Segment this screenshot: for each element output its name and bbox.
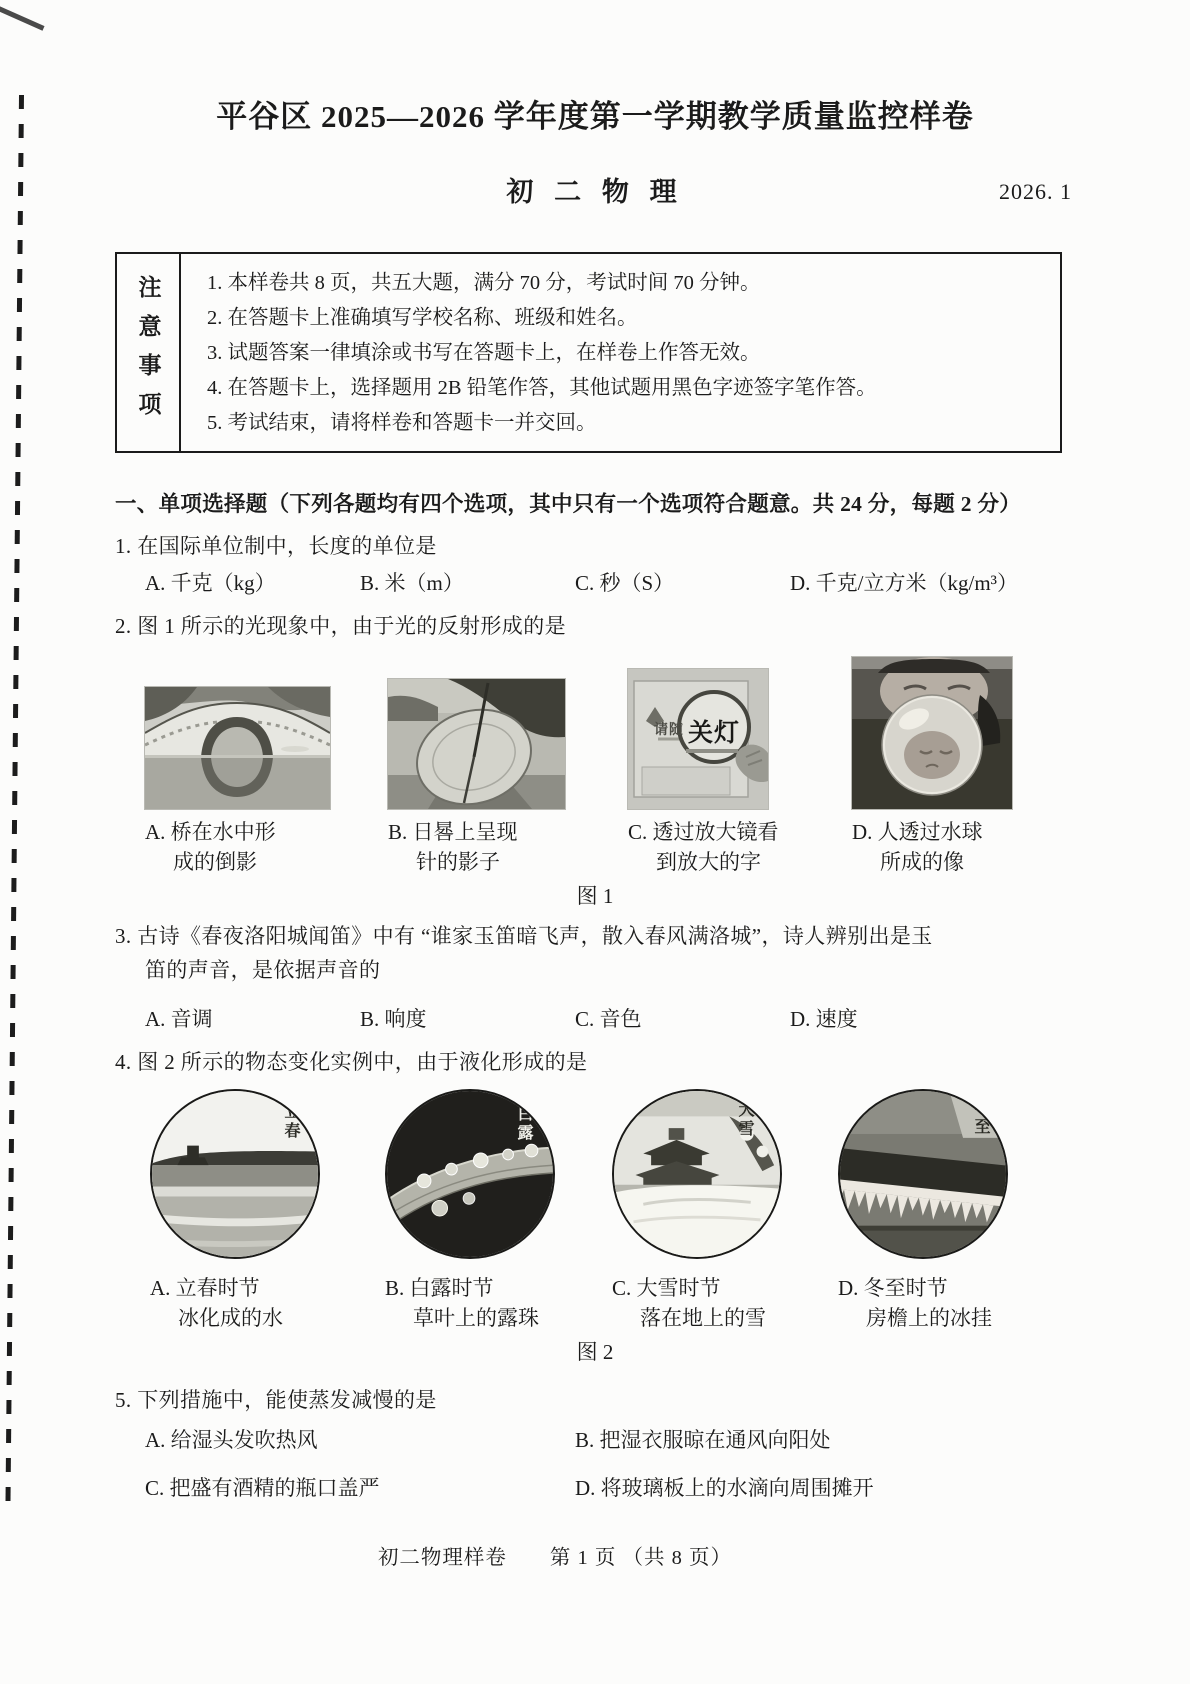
q1-option-a: A. 千克（kg）: [145, 571, 276, 595]
q3-option-d: D. 速度: [790, 1007, 858, 1031]
q4-caption-d-line2: 房檐上的冰挂: [866, 1306, 992, 1330]
q3-option-a: A. 音调: [145, 1007, 213, 1031]
dongzhi-photo-text: 冬至: [972, 1099, 989, 1137]
bridge-reflection-image: [145, 687, 330, 809]
notice-item-4: 4. 在答题卡上，选择题用 2B 铅笔作答，其他试题用黑色字迹签字笔作答。: [207, 377, 877, 399]
notice-item-1: 1. 本样卷共 8 页，共五大题，满分 70 分，考试时间 70 分钟。: [207, 272, 761, 294]
subtitle-row: [0, 172, 1190, 212]
magnifier-image: [628, 669, 768, 809]
q2-caption-b-line1: B. 日晷上呈现: [388, 820, 518, 844]
q2-caption-a-line2: 成的倒影: [173, 850, 257, 874]
q2-caption-d-line1: D. 人透过水球: [852, 820, 983, 844]
question-3-options: [145, 1001, 1190, 1037]
q3-line1: 3. 古诗《春夜洛阳城闻笛》中有 “谁家玉笛暗飞声，散入春风满洛城”，诗人辨别出是玉: [115, 924, 933, 948]
question-3-text: [115, 919, 1075, 987]
notice-box: [115, 252, 1062, 453]
q5-option-d: D. 将玻璃板上的水滴向周围摊开: [575, 1476, 874, 1500]
q2-caption-d-line2: 所成的像: [880, 850, 964, 874]
photo-bridge-reflection: [145, 687, 330, 809]
figure-2-captions: [150, 1273, 1190, 1333]
q1-option-d: D. 千克/立方米（kg/m³）: [790, 571, 1018, 595]
figure-1-captions: [145, 817, 1190, 877]
q4-caption-b: [385, 1273, 555, 1333]
section1-heading-label: 一、单项选择题: [115, 492, 268, 516]
q2-caption-a: [145, 817, 330, 877]
sign-partial-text: 请随: [654, 723, 684, 738]
question-5-text: 5. 下列措施中，能使蒸发减慢的是: [115, 1388, 437, 1412]
q2-caption-c-line2: 到放大的字: [656, 850, 761, 874]
photo-magnifier-sign: [628, 669, 768, 809]
q1-option-b: B. 米（m）: [360, 571, 464, 595]
lichun-photo-text: 立春: [282, 1103, 299, 1141]
notice-item-5: 5. 考试结束，请将样卷和答题卡一并交回。: [207, 412, 597, 434]
question-4-text: 4. 图 2 所示的物态变化实例中，由于液化形成的是: [115, 1050, 588, 1074]
q2-caption-b: [388, 817, 565, 877]
q4-caption-d: [838, 1273, 1008, 1333]
photo-lichun-ice-water: [150, 1089, 320, 1259]
q3-option-b: B. 响度: [360, 1007, 427, 1031]
page-footer: 初二物理样卷 第 1 页 （共 8 页）: [377, 1547, 733, 1569]
q4-caption-a-line2: 冰化成的水: [178, 1306, 283, 1330]
section1-heading-note: （下列各题均有四个选项，其中只有一个选项符合题意。共 24 分，每题 2 分）: [267, 492, 1022, 516]
question-2-text: 2. 图 1 所示的光现象中，由于光的反射形成的是: [115, 614, 566, 638]
figure-1-photo-row: [145, 657, 1190, 809]
figure-2-label: 图 2: [576, 1340, 614, 1364]
figure-1-label: 图 1: [576, 884, 614, 908]
q1-option-c: C. 秒（S）: [575, 571, 675, 595]
q2-caption-c-line1: C. 透过放大镜看: [628, 820, 779, 844]
photo-sundial: [388, 679, 565, 809]
q2-caption-b-line2: 针的影子: [416, 850, 500, 874]
section1-heading: [115, 487, 1190, 521]
photo-daxue-snow: [612, 1089, 782, 1259]
q3-option-c: C. 音色: [575, 1007, 642, 1031]
q4-caption-d-line1: D. 冬至时节: [838, 1276, 948, 1300]
notice-item-3: 3. 试题答案一律填涂或书写在答题卡上，在样卷上作答无效。: [207, 342, 761, 364]
photo-dongzhi-icicles: [838, 1089, 1008, 1259]
photo-bailu-dew: [385, 1089, 555, 1259]
q4-caption-c-line2: 落在地上的雪: [640, 1306, 766, 1330]
exam-date: 2026. 1: [999, 179, 1072, 204]
figure-2-photo-row: [150, 1089, 1190, 1263]
binding-dashed-line: [5, 95, 24, 1503]
q4-caption-c-line1: C. 大雪时节: [612, 1276, 721, 1300]
q4-caption-a-line1: A. 立春时节: [150, 1276, 260, 1300]
question-1-options: [145, 565, 1190, 601]
q4-caption-b-line1: B. 白露时节: [385, 1276, 494, 1300]
question-5-options: [145, 1423, 1190, 1505]
notice-label: 注意事项: [117, 254, 181, 451]
q5-option-a: A. 给湿头发吹热风: [145, 1428, 318, 1452]
paper-header: [0, 0, 1190, 212]
daxue-photo-text: 大雪: [736, 1101, 753, 1139]
q4-caption-c: [612, 1273, 782, 1333]
q4-caption-a: [150, 1273, 320, 1333]
q4-caption-b-line2: 草叶上的露珠: [413, 1306, 539, 1330]
magnified-sign-text: 关灯: [688, 720, 741, 747]
water-ball-image: [852, 657, 1012, 809]
q2-caption-d: [852, 817, 1012, 877]
q5-option-c: C. 把盛有酒精的瓶口盖严: [145, 1476, 380, 1500]
bailu-photo-text: 白露: [515, 1105, 532, 1143]
question-1-text: 1. 在国际单位制中，长度的单位是: [115, 534, 437, 558]
q2-caption-c: [628, 817, 779, 877]
sundial-image: [388, 679, 565, 809]
notice-items: [181, 254, 1060, 451]
subject-title: 初 二 物 理: [506, 177, 684, 207]
page-title: 平谷区 2025—2026 学年度第一学期教学质量监控样卷: [216, 99, 974, 134]
q5-option-b: B. 把湿衣服晾在通风向阳处: [575, 1428, 831, 1452]
notice-item-2: 2. 在答题卡上准确填写学校名称、班级和姓名。: [207, 307, 638, 329]
q3-line2: 笛的声音，是依据声音的: [145, 958, 381, 982]
photo-water-ball: [852, 657, 1012, 809]
q2-caption-a-line1: A. 桥在水中形: [145, 820, 276, 844]
